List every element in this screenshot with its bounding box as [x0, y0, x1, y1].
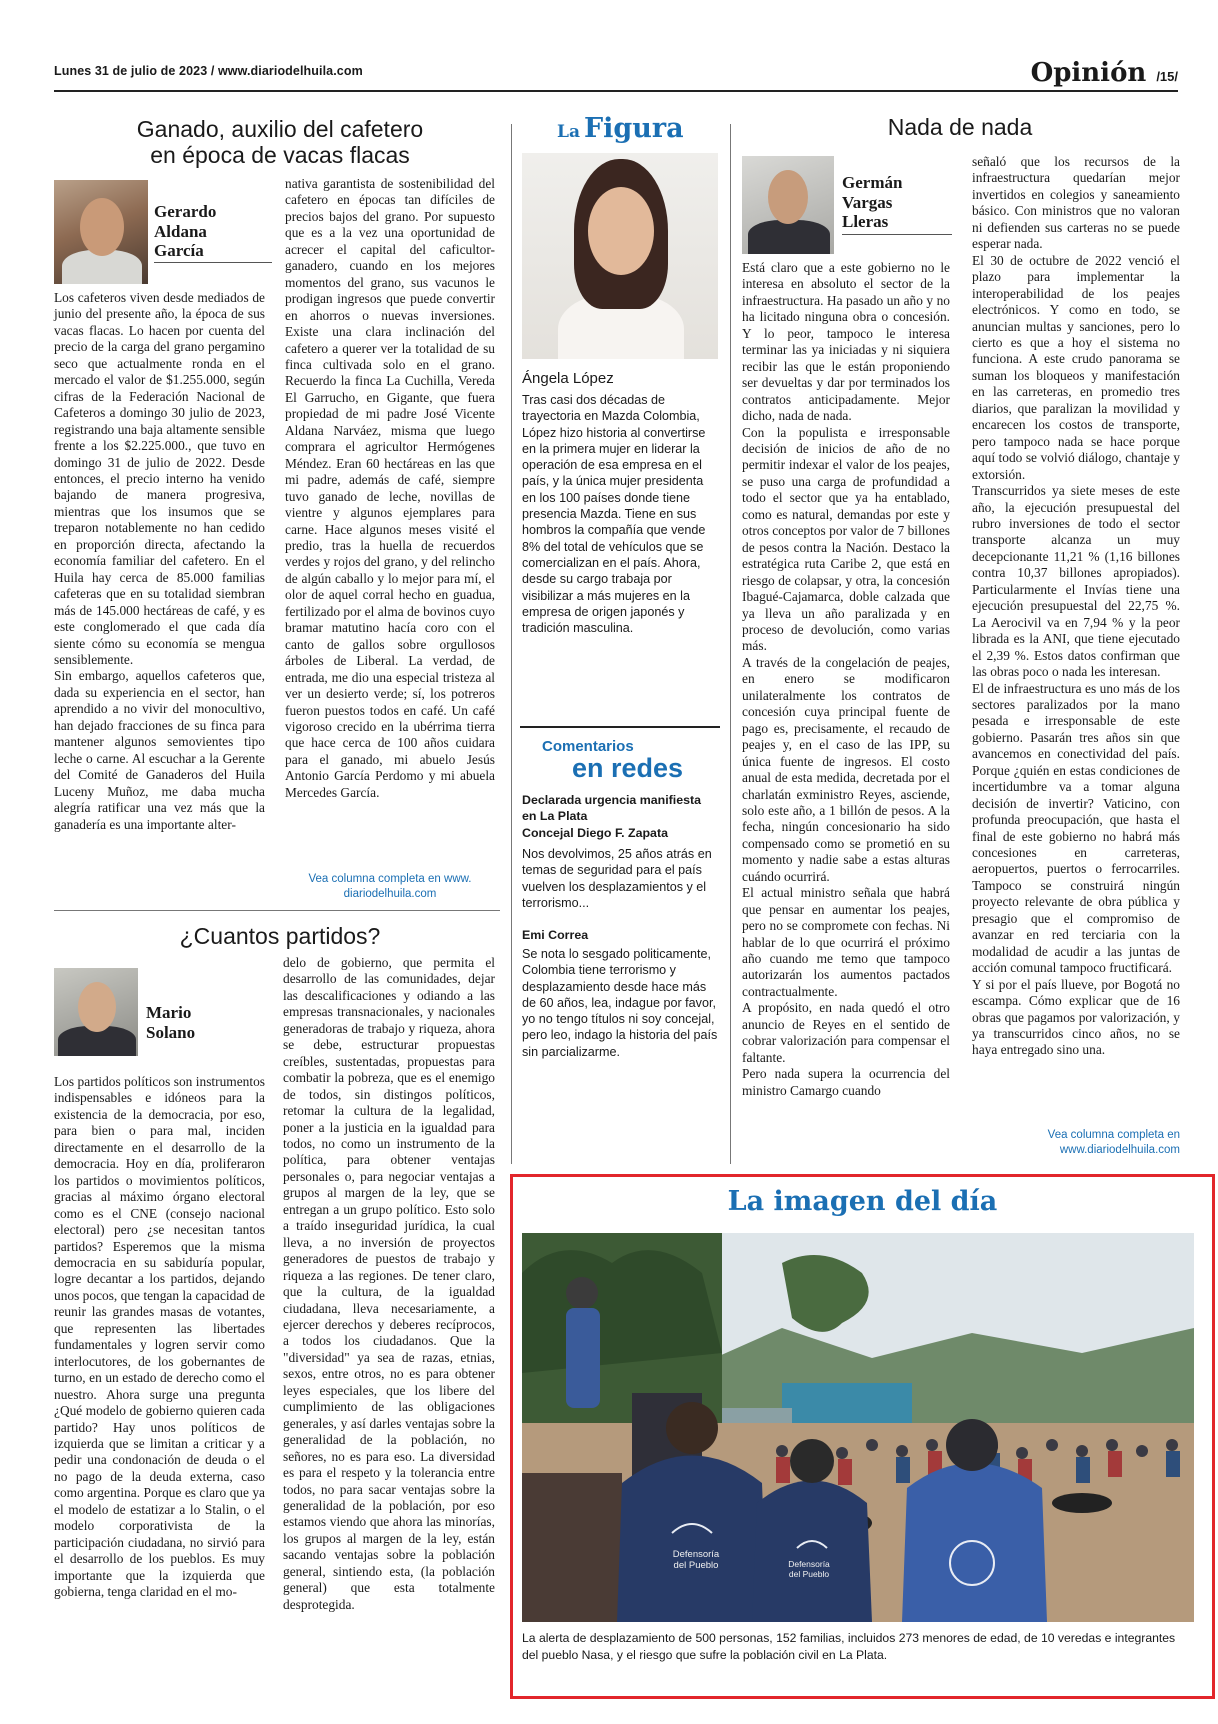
figura-label-big: Figura — [583, 113, 684, 144]
author-name-vargas: Germán Vargas Lleras — [842, 173, 903, 232]
figura-text: Tras casi dos décadas de trayectoria en Mazda Colombia, López hizo historia al convertirse en la primera mujer en liderar la operación de esa empresa en el país, y la única mujer presidenta en los 100 países donde tiene presencia Mazda. Tiene en sus hombros la compañía que vende 8% del total de vehículos que se comercializan en el país. Ahora, desde su cargo trabaja por visibilizar a más mujeres en la empresa de origen japonés y tradición masculina. — [522, 393, 706, 636]
imagen-del-dia-title: La imagen del día — [727, 1186, 998, 1217]
author-rule-vargas — [842, 234, 952, 235]
article2-column1: Los partidos políticos son instrumentos indispensables e idóneos para la existencia de la democracia, por eso, para bien o para mal, inciden directamente en el desarrollo de la democracia. Hoy en día, proliferaron los partidos o movimientos políticos, gracias al máximo órgano electoral como es el CNE (consejo nacional electoral) pero ¿se necesitan tantos partidos? Esperemos que la misma democracia en su sabiduría popular, logre decantar a los partidos, dejando unos pocos, que tengan la capacidad de reunir las grandes masas de votantes, que representen las libertades fundamentales y logren servir como interlocutores, de los gobernantes de turno, en un estado de derecho como el nuestro. Ahora surge una pregunta ¿Qué modelo de gobierno quieren cada partido? Hay unos políticos de izquierda que se limitan a criticar y a pedir una condonación de deuda o el no pago de la deuda externa, caso como argentina. Porque es claro que ya el modelo de estatizar a lo Stalin, o el modelo corporativista de la participación ciudadana, no sirvió para el desarrollo de los pueblos. Es muy importante que la izquierda que gobierna, tenga claridad en el mo- — [54, 1074, 265, 1600]
figura-photo — [522, 153, 718, 359]
article3-column1: Está claro que a este gobierno no le interesa en absoluto el sector de la infraestructura. Ha pasado un año y no ha licitado ninguna obra o concesión. Y lo peor, tampoco le interesa terminar las ya iniciadas y ni siquiera recibir las que le están proponiendo ser devueltas y dar por terminados los contratos anticipadamente. Mejor dicho, nada de nada. Con la populista e irresponsable decisión de inicios de año de no permitir indexar el valor de los peajes, se puso una carga de profundidad a todo el sector que ya ha entablado, como es natural, demandas por este y otros conceptos por valor de 7 billones de pesos contra la Nación. Destaco la estratégica ruta Caribe 2, que está en riesgo de colapsar, y otra, la concesión Ibagué-Cajamarca, doble calzada que ya lleva un año paralizada y en proceso de devolución, como varias más. A través de la congelación de peajes, en enero se modificaron unilateralmente los contratos de concesión cuya principal fuente de pago es, precisamente, el recaudo de peajes y, en el caso de las IPP, su única fuente de ingresos. El costo anual de esta medida, decretada por el charlatán exministro Reyes, asciende, solo este año, a 1 billón de pesos. A la fecha, ningún concesionario ha sido compensado como se prometió en su momento y nadie sabe a estas alturas cuándo ocurrirá. El actual ministro señala que habrá que pensar en aumentar los peajes, pero no se compromete con fechas. Ni hablar de lo que ocurrirá el próximo año cuando me temo que tampoco autorizarán los aumentos pactados contractualmente. A propósito, en nada quedó el otro anuncio de Reyes en el sentido de cobrar valorización para compensar el faltante. Pero nada supera la ocurrencia del ministro Camargo cuando — [742, 260, 950, 1098]
column-divider-left — [511, 124, 512, 1164]
header-rule — [54, 90, 1178, 92]
article-title-partidos: ¿Cuantos partidos? — [179, 923, 381, 949]
article3-column2: señaló que los recursos de la infraestructura quedarían mejor invertidos en colegios y saneamiento básico. Con ministros que no valoran ni defienden sus carteras no se puede esperar nada. El 30 de octubre de 2022 venció el plazo para implementar la interoperabilidad de los peajes electrónicos. Y como en todo, se anuncian multas y sanciones, pero lo cierto es que a hoy el sistema no funciona. A este crudo panorama se suman los bloqueos y manifestación en las carreteras, en promedio tres diarios, que paralizan la movilidad y encarecen los costos de transporte, pero tampoco nada se hace porque aquí todo se volvió diálogo, chantaje y extorsión. Transcurridos ya siete meses de este año, la ejecución presupuestal del rubro inversiones de todo el sector transporte alcanza un muy decepcionante 11,21 % (1,16 billones contra 10,37 billones apropiados). Particularmente el Invías tiene una ejecución presupuestal del 22,75 %. La Aerocivil va en 7,94 % y la peor librada es la ANI, que tiene ejecutado el 2,39 %. Estos datos confirman que las obras poco o nada les interesan. El de infraestructura es uno más de los sectores paralizados por la mano pesada e irresponsable de este gobierno. Pasarán tres años sin que avancemos en conectividad del país. Porque ¿quién en estas condiciones de incertidumbre va a tomar alguna decisión de invertir? Vaticino, con profunda preocupación, que hasta el final de este gobierno no habrá más concesiones en carreteras, aeropuertos, puertos o ferrocarriles. Tampoco se construirá ningún proyecto relevante de obra pública y presagio que el compromiso de avanzar en red terciaria con la modalidad de acudir a las juntas de acción comunal tampoco fructificará. Y si por el país llueve, por Bogotá no escampa. Cómo explicar que de 16 obras que pagamos por valorización, y ya transcurridos cinco años, no se haya entregado sino una. — [972, 154, 1180, 1058]
crowd-scene — [522, 1233, 1194, 1622]
author-name-aldana: Gerardo Aldana García — [154, 202, 217, 261]
article1-column1: Los cafeteros viven desde mediados de junio del presente año, la época de sus vacas flacas. Lo hacen por cuenta del precio de la carga del grano pergamino seco que actualmente ronda en el mercado el valor de $1.255.000, según cifras de la Federación Nacional de Cafeteros a domingo 30 julio de 2023, registrando una baja altamente sensible frente a los $2.225.000., que tuvo en domingo 31 de julio de 2022. Desde entonces, el precio interno ha venido bajando de manera progresiva, mientras que los insumos que se treparon notablemente no han cedido en proporción directa, afectando la economía familiar del cafetero. En el Huila hay cerca de 85.000 familias cafeteras que en su totalidad siembran más de 145.000 hectáreas de café, y es este conglomerado el que cada día siente cómo su economía se mengua sensiblemente. Sin embargo, aquellos cafeteros que, dada su experiencia en el sector, han aprendido a no vivir del monocultivo, han dejado fracciones de su finca para mantener algunos semovientes tipo leche o carne. Al escuchar a la Gerente del Comité de Ganaderos del Huila Luceny Muñoz, me daba mucha alegría ratificar una vez más que la ganadería es una importante alter- — [54, 290, 265, 832]
page-header — [1031, 58, 1178, 88]
column-divider-right — [730, 124, 731, 1164]
figura-header — [557, 113, 684, 144]
imagen-del-dia-caption: La alerta de desplazamiento de 500 personas, 152 familias, incluidos 273 menores de edad, de 10 veredas e integrantes del pueblo Nasa, y el riesgo que sufre la población civil en La Plata. — [522, 1631, 1176, 1662]
article1-more-link[interactable]: Vea columna completa en www. diariodelhuila.com — [308, 873, 472, 900]
author-photo-vargas — [742, 156, 834, 254]
author-rule — [154, 262, 272, 263]
article1-column2: nativa garantista de sostenibilidad del cafetero en épocas tan difíciles de precios bajos del grano. Por supuesto que es a la vez una oportunidad de acrecer el capital del caficultor-ganadero, cuando en los mejores momentos del grano, sus vacunos le prodigan ingresos que puede convertir en ahorros o nuevas inversiones. Existe una clara inclinación del cafetero a querer ver la totalidad de su finca cultivada solo en el grano. Recuerdo la finca La Cuchilla, Vereda El Garrucho, en Gigante, que fuera propiedad de mi padre José Vicente Aldana Narváez, misma que luego comprara el agricultor Hermógenes Méndez. Eran 60 hectáreas en las que mi padre, además de café, siempre tuvo ganado de leche, novillas de vientre y algunos ejemplares para carne. Hace algunos meses visité el predio, tras la huella de recuerdos verdes y rojos del grano, y del relincho de algún caballo y lo mejor para mí, el olor de aquel corral hecho en guadua, fertilizado por el alma de bovinos cuyo bramar matutino hacía coro con el canto de gallos sobre orgullosos árboles de Liberal. La verdad, de entrada, me dio una especial tristeza al ver un desierto verde; sí, los potreros fueron puestos todos en café. Un café vigoroso crecido en la ubérrima tierra que hace cerca de 100 años cuidara para el ganado, mi abuelo Jesús Antonio García Perdomo y mi abuela Mercedes García. — [285, 176, 495, 800]
article-separator — [54, 910, 500, 911]
vest-label-2: Defensoría del Pueblo — [788, 1559, 830, 1579]
author-photo-aldana — [54, 180, 148, 284]
section-title: Opinión — [1030, 58, 1147, 88]
redes-label-big: en redes — [572, 753, 684, 783]
imagen-del-dia-photo — [522, 1233, 1194, 1622]
redes-headline: Declarada urgencia manifiesta en La Plata — [522, 793, 702, 823]
article-title-nada: Nada de nada — [887, 114, 1033, 140]
redes-comment2: Se nota lo sesgado politicamente, Colombia tiene terrorismo y desplazamiento desde hace más de 60 años, lea, indague por favor, yo no tengo títulos ni soy concejal, pero leo, indago la historia del país sin parcializarme. — [522, 947, 718, 1059]
figura-name: Ángela López — [522, 370, 614, 387]
redes-label-small: Comentarios — [542, 738, 634, 755]
vest-label-1: Defensoría del Pueblo — [672, 1549, 720, 1571]
redes-user1: Concejal Diego F. Zapata — [522, 826, 668, 840]
redes-header — [542, 740, 717, 782]
redes-user2: Emi Correa — [522, 928, 589, 942]
article2-column2: delo de gobierno, que permita el desarrollo de las comunidades, dejar las descalificaciones y odiando a las empresas transnacionales, y nacionales generadoras de trabajo y riqueza, ahora se debe, estructurar propuestas creíbles, sustentadas, propuestas para combatir la pobreza, que es el enemigo de todos, sin distingos políticos, retomar la cultura de la legalidad, poner a la justicia en la igualdad para todos, no como un instrumento de la política, para obtener ventajas personales o, para negociar ventajas a grupos al margen de la ley, que se entregan a un grupo político. Esto solo a traído inseguridad jurídica, la cual lleva, a no inversión de proyectos generadores de puestos de trabajo y riqueza a las regiones. De tener claro, que la cultura, de la igualdad ciudadana, lleva necesariamente, a ejercer derechos y deberes recíprocos, a todos los ciudadanos. Que la "diversidad" ya sea de razas, etnias, sexos, entre otros, no es para obtener leyes especiales, que los libere del cumplimiento de las obligaciones generales, y así darles ventajas sobre la generalidad de la población, no señores, no es para eso. La diversidad es para el respeto y la tolerancia entre todos, no para sacar ventajas sobre la generalidad de la población, por eso estamos viendo que ahora las minorías, los grupos al margen de la ley, están sacando ventajas sobre la población general, sintiendo esta, (la población general) que esta totalmente desprotegida. — [283, 955, 495, 1612]
article3-more-link[interactable]: Vea columna completa en www.diariodelhuila.com — [1047, 1129, 1180, 1156]
author-name-solano: Mario Solano — [146, 1003, 196, 1042]
page-number: /15/ — [1156, 69, 1178, 84]
redes-comment1: Nos devolvimos, 25 años atrás en temas de seguridad para el país vuelven los desplazamientos y el terrorismo... — [522, 847, 712, 910]
article-title-ganado: Ganado, auxilio del cafetero en época de vacas flacas — [136, 116, 424, 169]
author-photo-solano — [54, 968, 138, 1056]
redes-rule — [520, 726, 720, 728]
date-site: Lunes 31 de julio de 2023 / www.diariodelhuila.com — [54, 64, 363, 78]
figura-label-small: La — [557, 122, 580, 142]
